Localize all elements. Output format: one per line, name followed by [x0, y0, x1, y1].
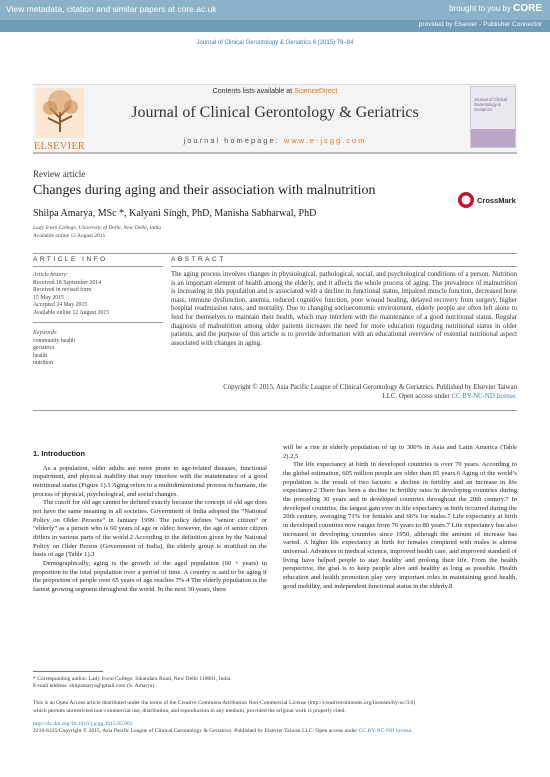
doi-block: [33, 721, 517, 736]
body-right-column: [283, 444, 517, 591]
contents-line: [0, 88, 550, 95]
crossmark-icon[interactable]: [457, 190, 517, 210]
doi-link[interactable]: http://dx.doi.org/10.1016/j.jcgg.2015.05.003: [33, 721, 133, 727]
homepage-link[interactable]: www.e-jcgg.com: [283, 136, 367, 145]
paragraph: As a population, older adults are more prone to age-related diseases, functional impairment, and physical inability that may interfere with the maintenance of a good nutritional status (Figure 1).1 Aging refers to a multidimensional process in humans, the process of physical, psychological, and social changes.: [33, 464, 267, 498]
sciencedirect-link[interactable]: ScienceDirect: [294, 88, 338, 95]
journal-reference[interactable]: Journal of Clinical Gerontology & Geriatrics 6 (2015) 78–84: [196, 40, 354, 46]
keywords: [33, 330, 163, 368]
footnote-divider: [33, 671, 103, 672]
body-left-column: [33, 450, 267, 595]
article-history: [33, 272, 163, 318]
abstract-copyright: [171, 384, 517, 401]
keyword: geriatrics: [33, 345, 55, 352]
core-metadata-link[interactable]: View metadata, citation and similar papers at core.ac.uk: [6, 4, 217, 14]
oa-note-line: which permits unrestricted non-commercial use, distribution, and reproduction in any medium, provided the original work is properly cited.: [33, 707, 346, 714]
crossmark-label: CrossMark: [477, 196, 516, 205]
author-email[interactable]: E-mail address: shilpamarya@gmail.com (S. Amarya).: [33, 683, 156, 690]
history-label: Article history:: [33, 272, 69, 278]
history-item: 15 May 2015: [33, 294, 64, 301]
divider: [33, 322, 163, 323]
provider-bar: [0, 20, 550, 32]
divider: [33, 253, 517, 254]
author-affiliation: Lady Irwin College, University of Delhi, New Delhi, India: [33, 225, 162, 231]
journal-title: Journal of Clinical Gerontology & Geriatrics: [131, 104, 419, 121]
copyright-prefix: LLC. Open access under: [382, 392, 450, 400]
history-item: Received in revised form: [33, 287, 92, 294]
divider: [33, 266, 163, 267]
journal-homepage-line: [0, 136, 550, 145]
journal-cover-thumbnail[interactable]: [470, 86, 516, 148]
divider: [33, 410, 517, 411]
contents-prefix: Contents lists available at: [212, 88, 293, 95]
core-brand-label: CORE: [513, 3, 542, 14]
divider: [171, 266, 517, 267]
core-brand-prefix: brought to you by: [449, 4, 511, 13]
issn-line: [33, 728, 517, 735]
oa-note-line: This is an Open Access article distributed under the terms of the Creative Commons Attribution Non-Commercial License (http://creativecommons.org/licenses/by-nc/3.0): [33, 700, 416, 706]
provider-link[interactable]: provided by Elsevier - Publisher Connector: [418, 21, 542, 28]
keyword: community health: [33, 337, 76, 344]
history-item: Received 18 September 2014: [33, 279, 102, 286]
article-authors[interactable]: Shilpa Amarya, MSc *, Kalyani Singh, PhD, Manisha Sabharwal, PhD: [33, 208, 317, 219]
article-info-heading: ARTICLE INFO: [33, 256, 108, 263]
keywords-label: Keywords:: [33, 330, 58, 336]
history-item: Available online 12 August 2015: [33, 309, 110, 316]
abstract-heading: ABSTRACT: [171, 256, 226, 263]
abstract-text: The aging process involves changes in physiological, pathological, social, and psychological conditions of a person. Nutrition is an important element of health among the elderly, and it affects the whole process of aging. The prevalence of malnutrition is increasing in this population and is associated with a decline in functional status, impaired muscle function, decreased bone mass, immune dysfunction, anemia, reduced cognitive function, poor wound healing, delayed recovery from surgery, higher hospital readmission rates, and mortality. Due to changing socioeconomic environment, elderly people are often left alone to fend for themselves to maintain their health, which may interfere with the maintenance of a good nutritional status. Regular diagnosis of malnutrition among older patients increases the need for more education regarding nutritional status in older patients, and the purpose of this article is to provide information with an educational overview of essential nutritional aspect associated with changes in aging.: [171, 271, 517, 347]
issn-license-link[interactable]: CC BY-NC-ND license.: [358, 728, 413, 735]
cover-title: Journal of Clinical Gerontology & Geriatrics: [474, 97, 508, 112]
section-heading: 1. Introduction: [33, 449, 86, 458]
corresponding-author-note: [33, 676, 517, 690]
keyword: nutrition: [33, 360, 53, 367]
core-topbar: [0, 0, 550, 20]
elsevier-wordmark: ELSEVIER: [34, 141, 86, 152]
article-type: Review article: [33, 169, 86, 179]
keyword: health: [33, 352, 48, 359]
copyright-line1: Copyright © 2015, Asia Pacific League of Clinical Gerontology & Geriatrics. Published by Elsevier Taiwan: [223, 384, 517, 391]
issn-open: Open access under: [315, 728, 358, 735]
paragraph: The cutoff for old age cannot be defined exactly because the concept of old age does not have the same meaning in all societies. Government of India adopted the “National Policy on Older Persons” in January 1999. The policy defines “senior citizen” or “elderly” as a person who is 60 years of age or older; however, the age of senior citizen differs in various parts of the world.2 According to the definition given by the National Policy on Older Person (Government of India), the elderly group is stratified on the basis of age (Table 1).3: [33, 499, 267, 559]
copyright-line2: [171, 393, 517, 402]
open-access-note: [33, 700, 517, 715]
history-item: Accepted 24 May 2015: [33, 302, 88, 309]
article-title: Changes during aging and their association with malnutrition: [33, 183, 376, 198]
paragraph: Demographically, aging is the growth of the aged population (60 + years) in proportion to the total population over a period of time. A country is said to be aging if the proportion of people over 65 years of age reaches 7%.4 The elderly population is the fastest growing segment throughout the world. In the next 30 years, there: [33, 559, 267, 593]
corresponding-author: * Corresponding author. Lady Irwin College, Sikandara Road, New Delhi 110001, India.: [33, 676, 232, 682]
paragraph: The life expectancy at birth in developed countries is over 70 years. According to the global estimation, 605 million people are older than 65 years.6 Aging of the world’s population is the result of two factors: a decline in fertility and an increase in life expectancy.2 There has been a decline in fertility rates in developing countries during the preceding 30 years and in developed countries throughout the 20th century.7 In developed countries, the largest gain ever in life expectancy at birth occurred during the 20th century, averaging 71% for females and 66% for males.7 Life expectancy at birth in developed countries now ranges from 76 years to 80 years.7 Life expectancy has also increased in developing countries since 1950, although the amount of increase has varied. A higher life expectancy at birth for females compared with males is almost universal. Advances in medical science, improved health care, and improved standard of living have helped people to stay healthy and prolong their life. From the health perspective, the goal is to keep people alive and healthy as long as possible. Health education and health promotion play very important roles in maintaining good health, good mobility, and independent functional status in the elderly.8: [283, 461, 517, 590]
core-brand[interactable]: [449, 3, 542, 14]
homepage-prefix: journal homepage:: [183, 136, 280, 145]
available-online: Available online 12 August 2015: [33, 233, 106, 239]
paragraph: will be a rise in elderly population of up to 300% in Asia and Latin America (Table 2).2,5: [283, 444, 517, 460]
issn-prefix: 2210-8335/Copyright © 2015, Asia Pacific League of Clinical Gerontology & Geriatrics. Published by Elsevier Taiwan LLC.: [33, 728, 314, 735]
license-link[interactable]: CC BY-NC-ND license.: [451, 392, 517, 400]
cover-band: [471, 129, 515, 147]
